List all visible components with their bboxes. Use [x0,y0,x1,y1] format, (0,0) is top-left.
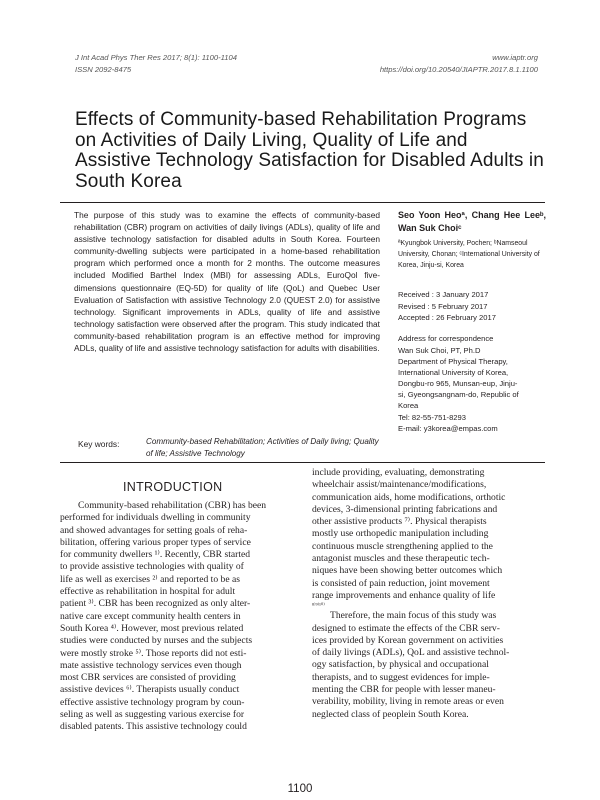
body-line: studies were conducted by nurses and the subjects [60,635,253,647]
journal-citation: J Int Acad Phys Ther Res 2017; 8(1): 1100-1104 [75,53,237,62]
correspondence-phone: Tel: 82-55-751-8293 [398,412,466,422]
body-line: South Korea ⁴⁾. However, most previous related [60,622,244,634]
body-line: most CBR services are consisted of providing [60,672,236,684]
accepted-date: Accepted : 26 February 2017 [398,313,496,322]
body-line: ogy satisfaction, by physical and occupational [312,659,489,671]
body-line: bilitation, offering various proper types of service [60,536,251,548]
body-line: seling as well as suggesting various exercise for [60,709,245,721]
body-line: and showed advantages for setting goals of reha- [60,524,248,536]
body-line: antagonist muscles and these therapeutic tech- [312,553,490,565]
body-line: effective as rehabilitation in hospital for adult [60,586,236,598]
body-line: were mostly stroke ⁵⁾. Those reports did not esti- [60,647,247,659]
body-line: life as well as exercises ²⁾ and reported to be as [60,573,240,585]
keywords-label: Key words: [78,439,120,449]
body-line: patient ³⁾. CBR has been recognized as only alter- [60,598,251,610]
body-line: effective assistive technology program by coun- [60,696,245,708]
journal-header-left [75,52,237,76]
body-line: niques have been showing better outcomes which [312,565,503,577]
body-line: performed for individuals dwelling in community [60,512,251,524]
article-dates [398,289,546,324]
body-line: verability, mobility, living in remote areas or even [312,696,504,708]
article-title: Effects of Community-based Rehabilitation Programs on Activities of Daily Living, Quality of Life and Assistive Technology Satisfaction for Disabled Adults in South Korea [75,109,544,192]
correspondence-line: Dongbu-ro 965, Munsan-eup, Jinju- [398,379,518,389]
correspondence-line: International University of Korea, [398,368,509,378]
body-line: devices, 3-dimensional printing fabrications and [312,503,498,515]
body-line: wheelchair assist/maintenance/modifications, [312,479,487,491]
revised-date: Revised : 5 February 2017 [398,301,488,311]
citation-refs: ⁸⁾⁹⁾¹⁰⁾ [312,603,325,610]
body-line: therapists, and to suggest evidences for imple- [312,671,490,683]
body-line: menting the CBR for people with lesser maneu- [312,684,496,696]
keywords-text: Community-based Rehabilitation; Activities of Daily living; Quality of life; Assistive Technology [146,437,379,458]
section-heading-introduction: INTRODUCTION [123,480,223,494]
correspondence-line: Department of Physical Therapy, [398,357,508,367]
body-line: other assistive products ⁷⁾. Physical therapists [312,516,487,528]
body-line: continuous muscle strengthening applied to the [312,540,493,552]
body-line: to provide assistive technologies with quality of [60,561,244,573]
body-column-right [312,467,547,721]
journal-website: www.iaptr.org [492,53,538,62]
body-line: mate assistive technology services even though [60,659,242,671]
page-number: 1100 [287,783,313,795]
body-line: for community dwellers ¹⁾. Recently, CBR started [60,549,251,561]
body-line: native care except community health centers in [60,610,241,622]
journal-header-right [380,52,538,76]
body-line: range improvements and enhance quality of life [312,589,496,601]
body-line: is consisted of pain reduction, joint movement [312,577,490,589]
journal-issn: ISSN 2092-8475 [75,65,132,74]
body-line: ices provided by Korean government on activities [312,634,504,646]
body-line: neglected class of peoplein South Korea. [312,708,469,720]
body-line: assistive devices ⁶⁾. Therapists usually conduct [60,684,240,696]
author-affiliations: ªKyungbok University, Pochen; ᵇNamseoul University, Chonan; ᶜInternational University of Korea, Jinju-si, Korea [398,240,540,269]
received-date: Received : 3 January 2017 [398,290,489,299]
abstract: The purpose of this study was to examine the effects of community-based rehabilitation (CBR) program on activities of daily livings (ADLs), quality of life and assistive technology satisfaction for disabled adults in South Korea. Fourteen community-dwelling subjects were participated in a home-based rehabilitation program which performed once a month for 2 months. The outcome measures included Modified Barthel Index (MBI) for assessing ADLs, EuroQol five-dimensions questionnaire (EQ-5D) for quality of life (QoL) and Quebec User Evaluation of Satisfaction with assistive Technology 2.0 (QUEST 2.0) for assistive technology. Significant improvements in ADLs, quality of life and assistive technology satisfaction were observed after the program. This study indicated that community-based rehabilitation program is an effective method for improving ADLs, quality of life and assistive technology satisfaction for adults with disabilities. [74,210,380,354]
correspondence-line: si, Gyeongsangnam-do, Republic of [398,390,519,400]
correspondence-line: Wan Suk Choi, PT, Ph.D [398,346,481,355]
correspondence-address [398,345,546,434]
author-list: Seo Yoon Heoª, Chang Hee Leeᵇ, Wan Suk Choiᶜ [398,210,546,233]
correspondence-email: E-mail: y3korea@empas.com [398,423,498,433]
body-line: designed to estimate the effects of the CBR serv- [312,622,500,634]
body-line: Community-based rehabilitation (CBR) has been [78,500,267,511]
correspondence-heading: Address for correspondence [398,334,494,343]
bottom-divider [60,462,545,463]
body-column-left [60,500,297,734]
body-line: communication aids, home modifications, orthotic [312,491,506,503]
body-line: of daily livings (ADLs), QoL and assistive technol- [312,647,510,659]
article-doi: https://doi.org/10.20540/JIAPTR.2017.8.1.1100 [379,65,538,74]
top-divider [60,202,545,203]
body-line: disabled patents. This assistive technology could [60,721,247,733]
body-line: Therefore, the main focus of this study was [330,610,497,622]
correspondence-line: Korea [398,401,419,411]
body-line: mostly use orthopedic manipulation including [312,528,489,540]
body-line: include providing, evaluating, demonstrating [312,467,485,478]
